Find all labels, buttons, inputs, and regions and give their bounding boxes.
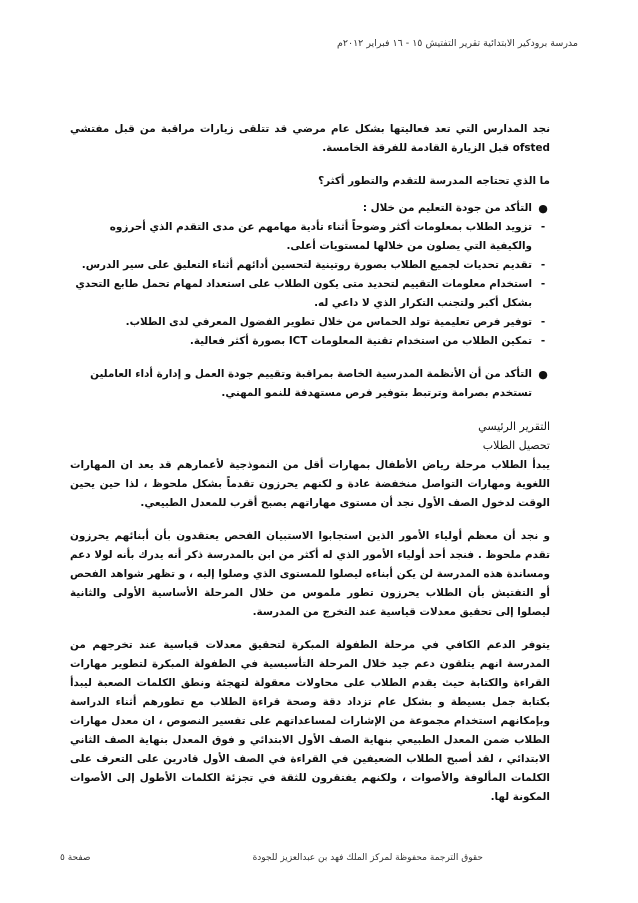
sub-item: - استخدام معلومات التقييم لتحديد متى يكون الطلاب على استعداد لمهام تحمل طابع التحدي بشكل أكبر ولتجنب التكرار الذي لا داعي له.: [70, 275, 550, 313]
report-paragraph-2: و نجد أن معظم أولياء الأمور الذين استجابوا الاستبيان الفحص يعتقدون بأن أبنائهم يحرزون تقدم ملحوظ . فنجد أحد أولياء الأمور الذي له أكثر من ابن بالمدرسة ذكر أنه يدرك بأنه لولا دعم ومساندة هذه المدرسة لن يكن أبناءه ليصلوا للمستوى الذي وصلوا إليه ، و تظهر شواهد الفحص أو التفتيش بأن الطلاب يحرزون تطور ملموس من خلال المرحلة الأساسية الأولى والثانية ليصلوا إلى تحقيق معدلات قياسية عند التخرج من المدرسة.: [70, 530, 550, 618]
section-question: ما الذي تحتاجه المدرسة للتقدم والتطور أكثر؟: [318, 175, 550, 187]
spacer: [70, 403, 550, 417]
bullet-title: التأكد من جودة التعليم من خلال :: [362, 202, 532, 214]
sub-item: - تمكين الطلاب من استخدام تقنية المعلومات ICT بصورة أكثر فعالية.: [70, 332, 550, 351]
bullet-dot-icon: ●: [538, 368, 548, 381]
sub-item: - توفير فرص تعليمية تولد الحماس من خلال تطوير الفضول المعرفي لدى الطلاب.: [70, 313, 550, 332]
dash-icon: -: [540, 221, 546, 233]
sub-item: - تقديم تحديات لجميع الطلاب بصورة روتينية لتحسين أدائهم أثناء التعليق على سير الدرس.: [70, 256, 550, 275]
dash-icon: -: [540, 259, 546, 271]
dash-icon: -: [540, 278, 546, 290]
bullet-text: التأكد من أن الأنظمة المدرسية الخاصة بمراقبة وتقييم جودة العمل و إدارة أداء العاملين تستخدم بصرامة وترتبط بتوفير فرص مستهدفة للنمو المهني.: [90, 368, 532, 399]
page-header: مدرسة برودكير الابتدائية تقرير التفتيش ١٥ - ١٦ فبراير ٢٠١٢م: [336, 38, 578, 49]
dash-icon: -: [540, 335, 546, 347]
copyright-notice: حقوق الترجمة محفوظة لمركز الملك فهد بن عبدالعزيز للجودة: [252, 853, 483, 863]
page-body: [70, 120, 550, 821]
main-bullet-list: [70, 199, 550, 403]
dash-icon: -: [540, 316, 546, 328]
bullet-dot-icon: ●: [538, 202, 548, 215]
sub-item: - تزويد الطلاب بمعلومات أكثر وضوحاً أثناء تأدية مهامهم عن مدى التقدم الذي أحرزوه والكيفية التي يصلون من خلالها لمستويات أعلى.: [70, 218, 550, 256]
report-subtitle: تحصيل الطلاب: [482, 439, 550, 452]
bullet-school-systems: [70, 365, 550, 403]
intro-paragraph: نجد المدارس التي تعد فعاليتها بشكل عام مرضي قد تتلقى زيارات مراقبة من قبل مفتشي ofsted قبل الزيارة القادمة للفرقة الخامسة.: [70, 123, 550, 154]
report-title: التقرير الرئيسي: [478, 420, 550, 433]
page-number: صفحة ٥: [60, 853, 91, 863]
report-paragraph-3: يتوفر الدعم الكافي في مرحلة الطفولة المبكرة لتحقيق معدلات قياسية عند تخرجهم من المدرسة انهم يتلقون دعم جيد خلال المرحلة التأسيسية في الطفولة المبكرة لتطوير مهارات القراءة والكتابة حيث يقدم الطلاب على محاولات معقولة لتهجئة ونطق الكلمات الصعبة ليبدأ بكتابة جمل بسيطة و بشكل عام تزداد دقة وصحة قراءة الطلاب مع تطورهم أثناء الدراسة وبإمكانهم استخدام مجموعة من الإشارات لمساعداتهم على تفسير النصوص ، ان معدل مهارات الطلاب ضمن المعدل الطبيعي بنهاية الصف الأول الابتدائي و فوق المعدل بنهاية الصف الثاني الابتدائي ، لقد أصبح الطلاب الضعيفين في القراءة في الصف الأول قادرين على التعرف على الكلمات المألوفة والأصوات ، ولكنهم يفتقرون للثقة في تجزئة الكلمات الأطول إلى الأصوات المكونة لها.: [70, 639, 550, 803]
list-spacer: [70, 351, 550, 365]
report-paragraph-1: يبدأ الطلاب مرحلة رياض الأطفال بمهارات أقل من النموذجية لأعمارهم قد يعد ان المهارات اللغوية ومهارات التواصل منخفضة عادة و لكنهم يحرزون تقدماً بشكل ملحوظ ، لذا حين يحين الوقت لدخول الصف الأول نجد أن مستوى مهاراتهم يصبح أقرب للمعدل الطبيعي.: [70, 459, 550, 509]
bullet-teaching-quality: [70, 199, 550, 351]
sub-list: [70, 218, 550, 351]
